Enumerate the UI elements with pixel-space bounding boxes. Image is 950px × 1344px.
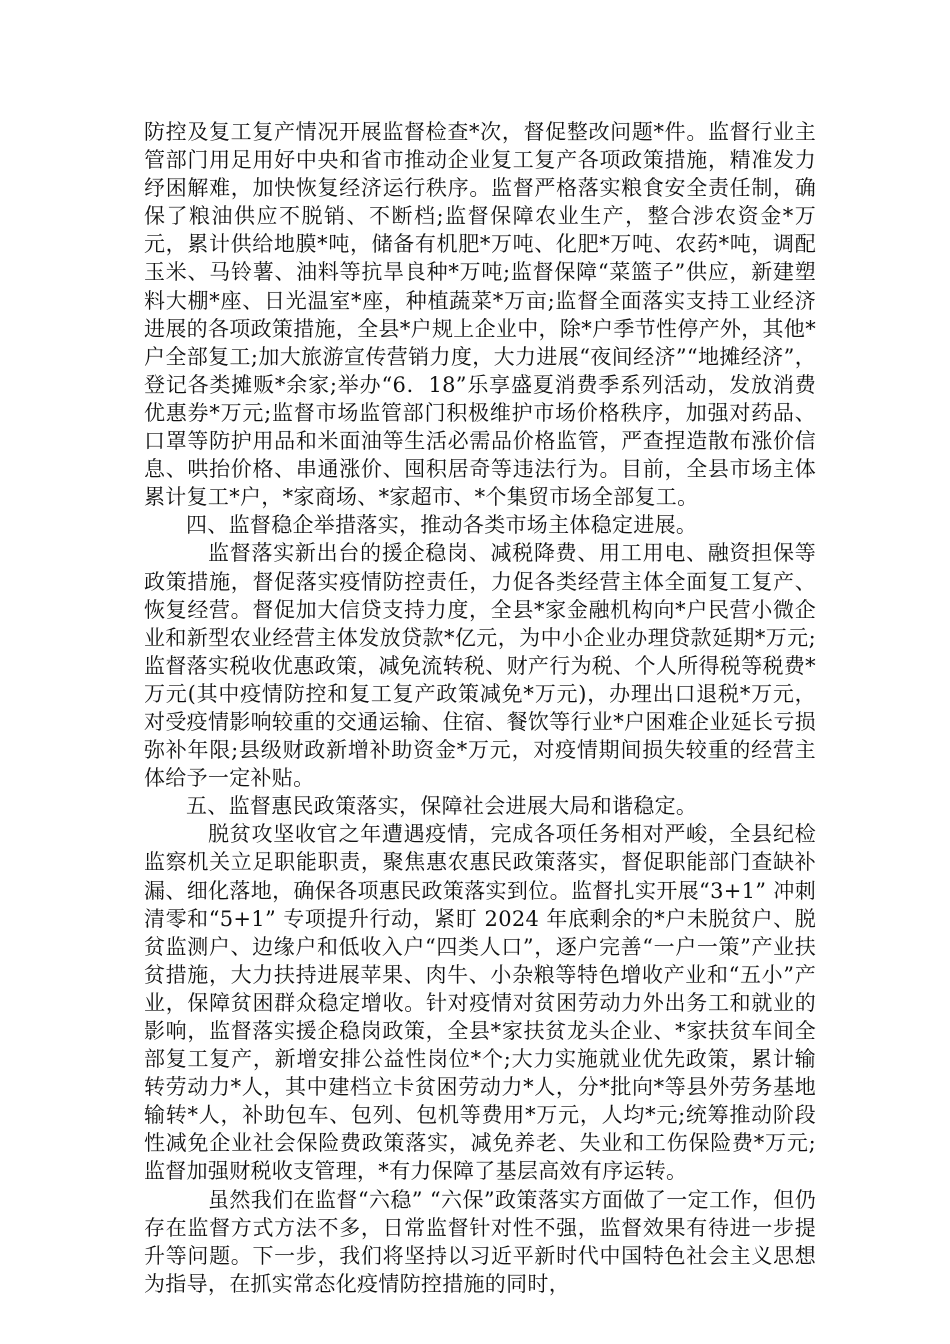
paragraph-market-supervision: 防控及复工复产情况开展监督检查*次，督促整改问题*件。监督行业主管部门用足用好中央和省市推动企业复工复产各项政策措施，精准发力纾困解难，加快恢复经济运行秩序。监督严格落实粮食安全责任制，确保了粮油供应不脱销、不断档;监督保障农业生产，整合涉农资金*万元，累计供给地膜*吨，储备有机肥*万吨、化肥*万吨、农药*吨，调配玉米、马铃薯、油料等抗旱良种*万吨;监督保障“菜篮子”供应，新建塑料大棚*座、日光温室*座，种植蔬菜*万亩;监督全面落实支持工业经济进展的各项政策措施，全县*户规上企业中，除*户季节性停产外，其他*户全部复工;加大旅游宣传营销力度，大力进展“夜间经济”“地摊经济”，登记各类摊贩*余家;举办“6．18”乐享盛夏消费季系列活动，发放消费优惠券*万元;监督市场监管部门积极维护市场价格秩序，加强对药品、口罩等防护用品和米面油等生活必需品价格监管，严查捏造散布涨价信息、哄抬价格、串通涨价、囤积居奇等违法行为。目前，全县市场主体累计复工*户，*家商场、*家超市、*个集贸市场全部复工。	[144, 120, 816, 510]
section-heading-five: 五、监督惠民政策落实，保障社会进展大局和谐稳定。	[186, 794, 698, 819]
section-heading-four: 四、监督稳企举措落实，推动各类市场主体稳定进展。	[186, 513, 698, 538]
document-body	[144, 118, 816, 1298]
paragraph-poverty-alleviation: 脱贫攻坚收官之年遭遇疫情，完成各项任务相对严峻，全县纪检监察机关立足职能职责，聚焦惠农惠民政策落实，督促职能部门查缺补漏、细化落地，确保各项惠民政策落实到位。监督扎实开展“3+1” 冲刺清零和“5+1” 专项提升行动，紧盯 2024 年底剩余的*户未脱贫户、脱贫监测户、边缘户和低收入户“四类人口”，逐户完善“一户一策”产业扶贫措施，大力扶持进展苹果、肉牛、小杂粮等特色增收产业和“五小”产业，保障贫困群众稳定增收。针对疫情对贫困劳动力外出务工和就业的影响，监督落实援企稳岗政策，全县*家扶贫龙头企业、*家扶贫车间全部复工复产，新增安排公益性岗位*个;大力实施就业优先政策，累计输转劳动力*人，其中建档立卡贫困劳动力*人，分*批向*等县外劳务基地输转*人，补助包车、包列、包机等费用*万元，人均*元;统筹推动阶段性减免企业社会保险费政策落实，减免养老、失业和工伤保险费*万元;监督加强财税收支管理，*有力保障了基层高效有序运转。	[144, 822, 816, 1184]
paragraph-enterprise-support: 监督落实新出台的援企稳岗、减税降费、用工用电、融资担保等政策措施，督促落实疫情防控责任，力促各类经营主体全面复工复产、恢复经营。督促加大信贷支持力度，全县*家金融机构向*户民营小微企业和新型农业经营主体发放贷款*亿元，为中小企业办理贷款延期*万元;监督落实税收优惠政策，减免流转税、财产行为税、个人所得税等税费*万元(其中疫情防控和复工复产政策减免*万元)，办理出口退税*万元，对受疫情影响较重的交通运输、住宿、餐饮等行业*户困难企业延长亏损弥补年限;县级财政新增补助资金*万元，对疫情期间损失较重的经营主体给予一定补贴。	[144, 541, 816, 791]
paragraph-summary: 虽然我们在监督“六稳” “六保”政策落实方面做了一定工作，但仍存在监督方式方法不多，日常监督针对性不强，监督效果有待进一步提升等问题。下一步，我们将坚持以习近平新时代中国特色社会主义思想为指导，在抓实常态化疫情防控措施的同时，	[144, 1187, 816, 1296]
